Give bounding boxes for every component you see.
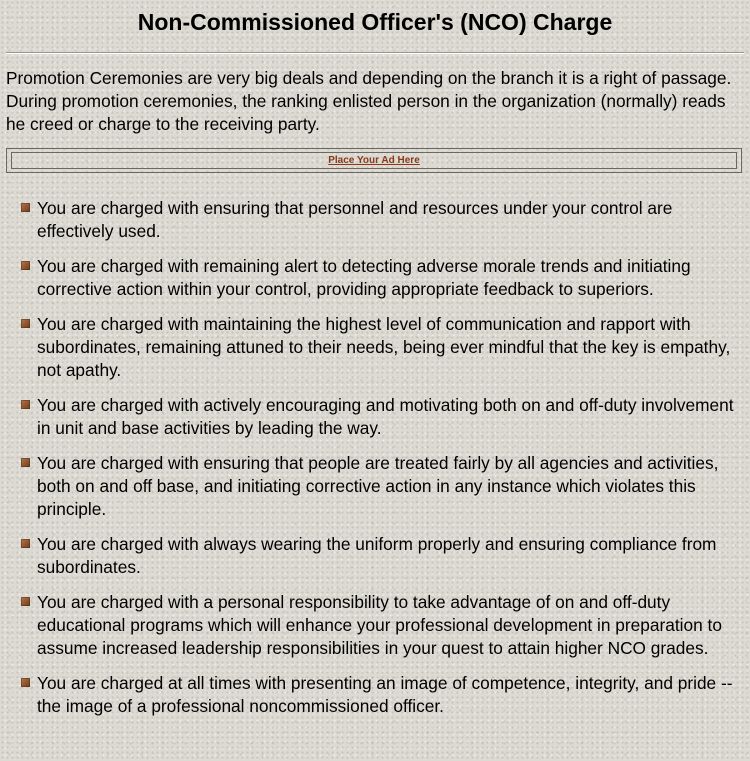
ad-banner-inner xyxy=(11,152,737,169)
square-bullet-icon xyxy=(21,261,30,270)
charge-item xyxy=(0,591,750,660)
charge-text: You are charged at all times with presenting an image of competence, integrity, and pride -- the image of a professional noncommissioned officer. xyxy=(37,673,733,716)
charge-list xyxy=(0,197,750,730)
charge-text: You are charged with ensuring that personnel and resources under your control are effectively used. xyxy=(37,198,673,241)
page-title: Non-Commissioned Officer's (NCO) Charge xyxy=(137,9,613,35)
charge-text: You are charged with always wearing the uniform properly and ensuring compliance from subordinates. xyxy=(37,534,717,577)
charge-item xyxy=(0,313,750,382)
square-bullet-icon xyxy=(21,597,30,606)
charge-text: You are charged with remaining alert to detecting adverse morale trends and initiating corrective action within your control, providing appropriate feedback to superiors. xyxy=(37,256,691,299)
charge-item xyxy=(0,197,750,243)
title-divider xyxy=(6,52,744,54)
square-bullet-icon xyxy=(21,458,30,467)
square-bullet-icon xyxy=(21,678,30,687)
square-bullet-icon xyxy=(21,400,30,409)
place-ad-link[interactable]: Place Your Ad Here xyxy=(328,155,420,166)
intro-paragraph: Promotion Ceremonies are very big deals and depending on the branch it is a right of passage. During promotion ceremonies, the ranking enlisted person in the organization (normally) reads he creed or charge to the receiving party. xyxy=(6,68,732,134)
charge-text: You are charged with a personal responsibility to take advantage of on and off-duty educational programs which will enhance your professional development in preparation to assume increased leadership responsibilities in your quest to attain higher NCO grades. xyxy=(37,592,722,658)
charge-item xyxy=(0,533,750,579)
charge-text: You are charged with ensuring that people are treated fairly by all agencies and activities, both on and off base, and initiating corrective action in any instance which violates this principle. xyxy=(37,453,719,519)
square-bullet-icon xyxy=(21,203,30,212)
charge-item xyxy=(0,255,750,301)
charge-item xyxy=(0,452,750,521)
ad-banner xyxy=(6,148,742,173)
charge-item xyxy=(0,394,750,440)
square-bullet-icon xyxy=(21,319,30,328)
charge-text: You are charged with maintaining the highest level of communication and rapport with subordinates, remaining attuned to their needs, being ever mindful that the key is empathy, not apathy. xyxy=(37,314,731,380)
charge-item xyxy=(0,672,750,718)
charge-text: You are charged with actively encouraging and motivating both on and off-duty involvement in unit and base activities by leading the way. xyxy=(37,395,734,438)
square-bullet-icon xyxy=(21,539,30,548)
